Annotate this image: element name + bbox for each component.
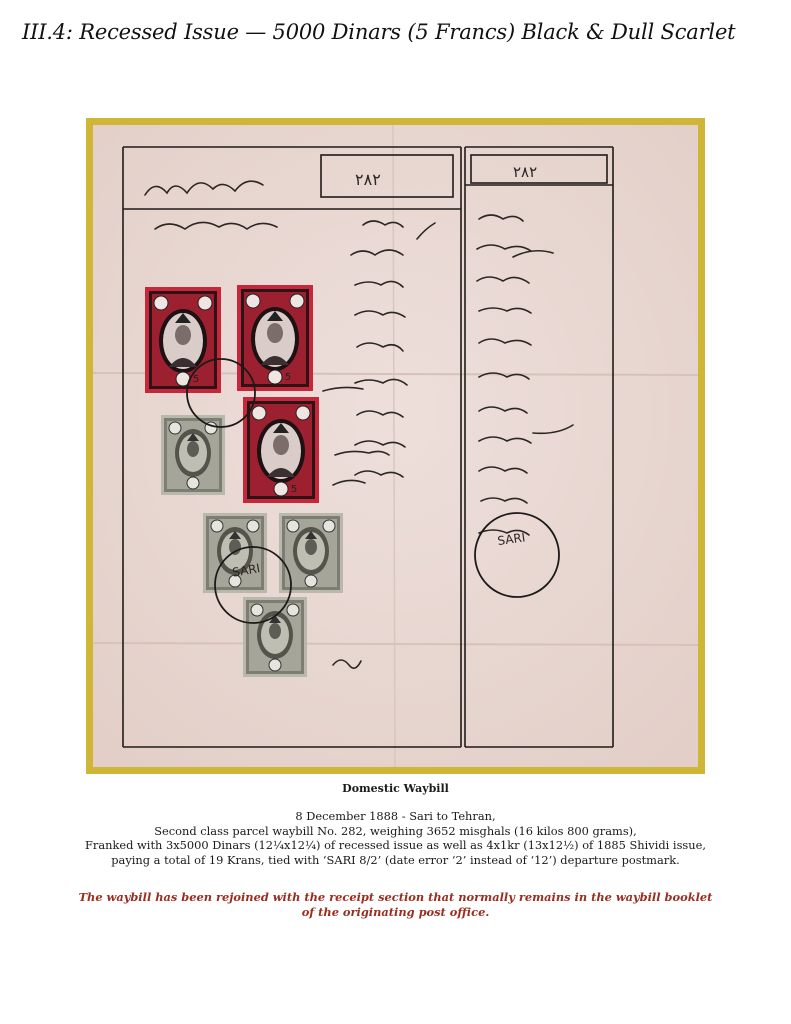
caption-line: 8 December 1888 - Sari to Tehran, xyxy=(295,809,496,823)
caption-line: Franked with 3x5000 Dinars (12¼x12¼) of recessed issue as well as 4x1kr (13x12½) of 1885 Shividi issue, xyxy=(85,838,706,852)
page-title: III.4: Recessed Issue — 5000 Dinars (5 Francs) Black & Dull Scarlet xyxy=(22,20,736,44)
caption-title: Domestic Waybill xyxy=(342,782,449,795)
caption-line: Second class parcel waybill No. 282, weighing 3652 misghals (16 kilos 800 grams), xyxy=(154,823,637,838)
caption-line: paying a total of 19 Krans, tied with ‘SARI 8/2’ (date error ‘2’ instead of ‘12’) departure postmark. xyxy=(111,852,680,867)
stamp-value: 5 xyxy=(290,484,298,495)
caption-note xyxy=(0,890,791,920)
stamp-value: 5 xyxy=(284,372,292,383)
stamp-5000-dinars xyxy=(243,397,319,503)
postmark-text: SARI xyxy=(496,530,527,549)
caption-description xyxy=(0,809,791,867)
stamp-1-kran xyxy=(203,513,267,593)
image-frame xyxy=(86,118,705,774)
stamp-1-kran xyxy=(243,597,307,677)
stamp-5000-dinars xyxy=(145,287,221,393)
note-line: The waybill has been rejoined with the receipt section that normally remains in the waybill booklet xyxy=(78,890,713,904)
postmark-text: SARI xyxy=(231,561,262,580)
stamp-value: 5 xyxy=(192,374,200,385)
note-line: of the originating post office. xyxy=(301,905,490,919)
waybill-serial-left: ۲۸۲ xyxy=(355,170,381,189)
waybill-serial-right: ۲۸۲ xyxy=(513,163,538,181)
stamp-5000-dinars xyxy=(237,285,313,391)
waybill-photo xyxy=(93,125,698,767)
stamp-1-kran xyxy=(279,513,343,593)
